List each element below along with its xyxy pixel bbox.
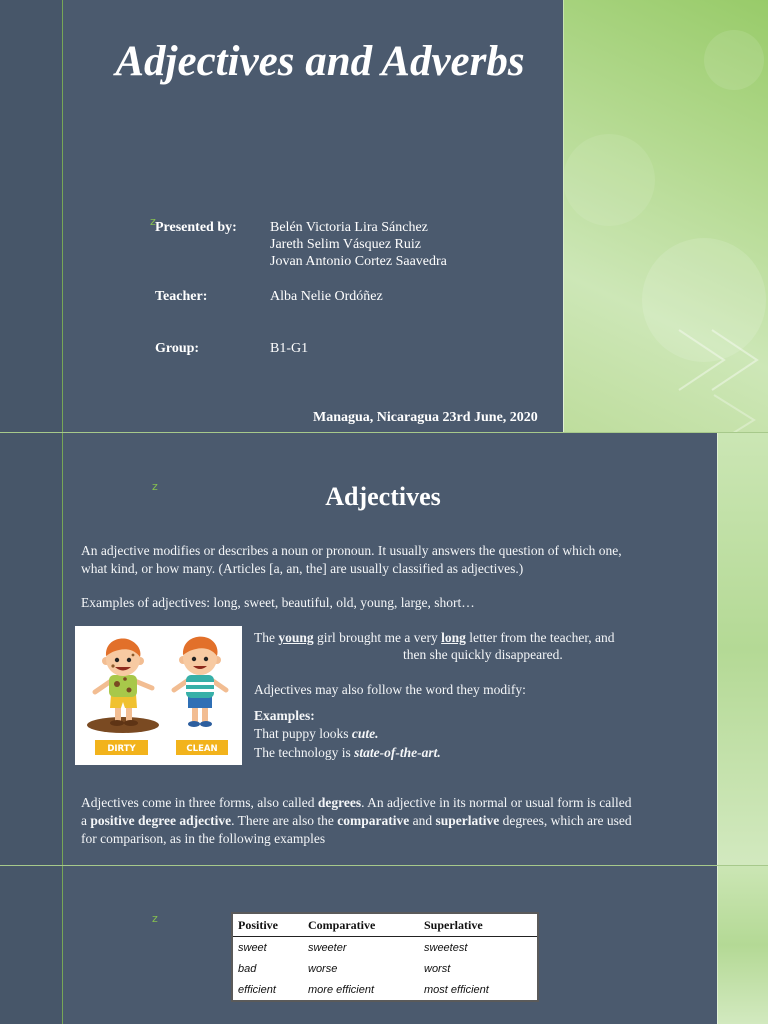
text-segment: degrees, which are used xyxy=(499,813,632,828)
teacher-label: Teacher: xyxy=(155,289,208,304)
presenter-name: Belén Victoria Lira Sánchez xyxy=(270,220,428,235)
clean-label: CLEAN xyxy=(186,744,218,754)
green-side-panel xyxy=(717,866,768,1024)
dirty-boy-shoe xyxy=(110,720,124,726)
degrees-line xyxy=(81,794,631,812)
table-cell: sweetest xyxy=(424,941,468,954)
table-cell: worse xyxy=(308,962,338,975)
text-segment: a xyxy=(81,813,91,828)
example-line xyxy=(254,725,379,743)
slide-marker-z: z xyxy=(150,215,156,228)
presentation-title: Adjectives and Adverbs xyxy=(115,38,525,85)
decorative-chevron-icon xyxy=(714,395,754,432)
shirt-stripe xyxy=(186,689,214,692)
dirty-boy-shoe xyxy=(124,720,138,726)
slide-vertical-rule xyxy=(62,433,63,865)
clean-boy-eye xyxy=(192,657,196,661)
table-cell: more efficient xyxy=(308,983,375,996)
decorative-circle xyxy=(564,134,655,226)
clean-boy-arm xyxy=(213,681,226,690)
degrees-table xyxy=(231,912,539,1002)
clean-boy-shirt xyxy=(186,675,214,698)
example-sentence-line: then she quickly disappeared. xyxy=(403,647,563,662)
presenter-name: Jareth Selim Vásquez Ruiz xyxy=(270,237,421,252)
face-dirt-spot xyxy=(132,654,135,657)
dirty-clean-boys-illustration xyxy=(75,626,242,765)
intro-line: what kind, or how many. (Articles [a, an, the] are usually classified as adjectives.) xyxy=(81,561,524,576)
slide-degrees-table xyxy=(0,866,768,1024)
column-header-positive: Positive xyxy=(232,913,303,937)
example-sentence-line xyxy=(254,629,615,647)
dirty-boy-eye xyxy=(115,658,119,662)
table-cell: bad xyxy=(238,962,257,975)
highlighted-adjective: young xyxy=(278,630,314,645)
illustration-frame xyxy=(75,626,242,765)
clean-boy-shoe xyxy=(188,721,200,727)
emphasized-adjective: state-of-the-art. xyxy=(354,745,441,760)
slide-adjectives xyxy=(0,433,768,865)
table-row xyxy=(232,937,538,959)
table-row xyxy=(232,958,538,979)
teacher-name: Alba Nelie Ordóñez xyxy=(270,289,383,304)
bold-term: positive degree adjective xyxy=(90,813,232,828)
column-header-superlative: Superlative xyxy=(419,913,538,937)
text-segment: letter from the teacher, and xyxy=(465,630,615,645)
dirty-boy-shirt xyxy=(109,675,137,697)
slide-marker-z: z xyxy=(152,912,158,925)
dirty-label: DIRTY xyxy=(107,744,136,754)
degrees-line: for comparison, as in the following examples xyxy=(81,831,326,846)
slide-left-strip xyxy=(0,433,62,865)
shirt-stripe xyxy=(186,682,214,685)
presented-by-label: Presented by: xyxy=(155,220,237,235)
slide-title xyxy=(0,0,768,432)
table-header-row xyxy=(232,913,538,937)
follow-note: Adjectives may also follow the word they modify: xyxy=(254,682,526,697)
text-segment: . There are also the xyxy=(231,813,338,828)
examples-of-adjectives: Examples of adjectives: long, sweet, beautiful, old, young, large, short… xyxy=(81,595,475,610)
text-segment: The xyxy=(254,630,279,645)
mud-spot xyxy=(123,677,127,681)
table-cell: efficient xyxy=(238,983,276,996)
slide-left-strip xyxy=(0,866,62,1024)
mud-spot xyxy=(114,681,120,687)
group-label: Group: xyxy=(155,341,200,356)
decorative-circle xyxy=(642,238,766,362)
face-dirt-spot xyxy=(111,664,114,667)
text-segment: girl brought me a very xyxy=(313,630,442,645)
intro-line: An adjective modifies or describes a noun or pronoun. It usually answers the question of which one, xyxy=(81,543,622,558)
table-cell: sweet xyxy=(238,941,267,954)
mud-spot xyxy=(127,688,132,693)
dirty-boy-arm xyxy=(135,681,152,688)
dirty-boy-arm xyxy=(95,681,111,692)
column-header-comparative: Comparative xyxy=(303,913,419,937)
text-segment: and xyxy=(409,813,436,828)
bold-term: comparative xyxy=(337,813,410,828)
group-value: B1-G1 xyxy=(270,341,309,356)
text-segment: The technology is xyxy=(254,745,355,760)
emphasized-adjective: cute. xyxy=(351,726,379,741)
mud-puddle xyxy=(87,717,159,733)
table-cell: worst xyxy=(424,962,451,975)
table-row xyxy=(232,979,538,1001)
slide-vertical-rule xyxy=(62,866,63,1024)
slide-marker-z: z xyxy=(152,480,158,493)
presenter-name: Jovan Antonio Cortez Saavedra xyxy=(270,254,447,269)
table-cell: most efficient xyxy=(424,983,489,996)
bold-term: degrees xyxy=(317,795,362,810)
decorative-circle xyxy=(704,30,764,90)
examples-label: Examples: xyxy=(254,708,315,723)
example-line xyxy=(254,744,441,762)
green-side-panel xyxy=(717,433,768,865)
table-cell: sweeter xyxy=(308,941,347,954)
highlighted-adjective: long xyxy=(441,630,466,645)
text-segment: That puppy looks xyxy=(254,726,352,741)
dirty-boy-eye xyxy=(127,658,131,662)
slide-heading: Adjectives xyxy=(325,482,441,511)
clean-boy-shoe xyxy=(200,721,212,727)
degrees-line xyxy=(81,812,632,830)
clean-boy-eye xyxy=(204,657,208,661)
clean-boy-arm xyxy=(174,681,187,690)
place-and-date: Managua, Nicaragua 23rd June, 2020 xyxy=(313,410,538,425)
text-segment: Adjectives come in three forms, also called xyxy=(81,795,318,810)
text-segment: . An adjective in its normal or usual form is called xyxy=(361,795,632,810)
bold-term: superlative xyxy=(435,813,500,828)
